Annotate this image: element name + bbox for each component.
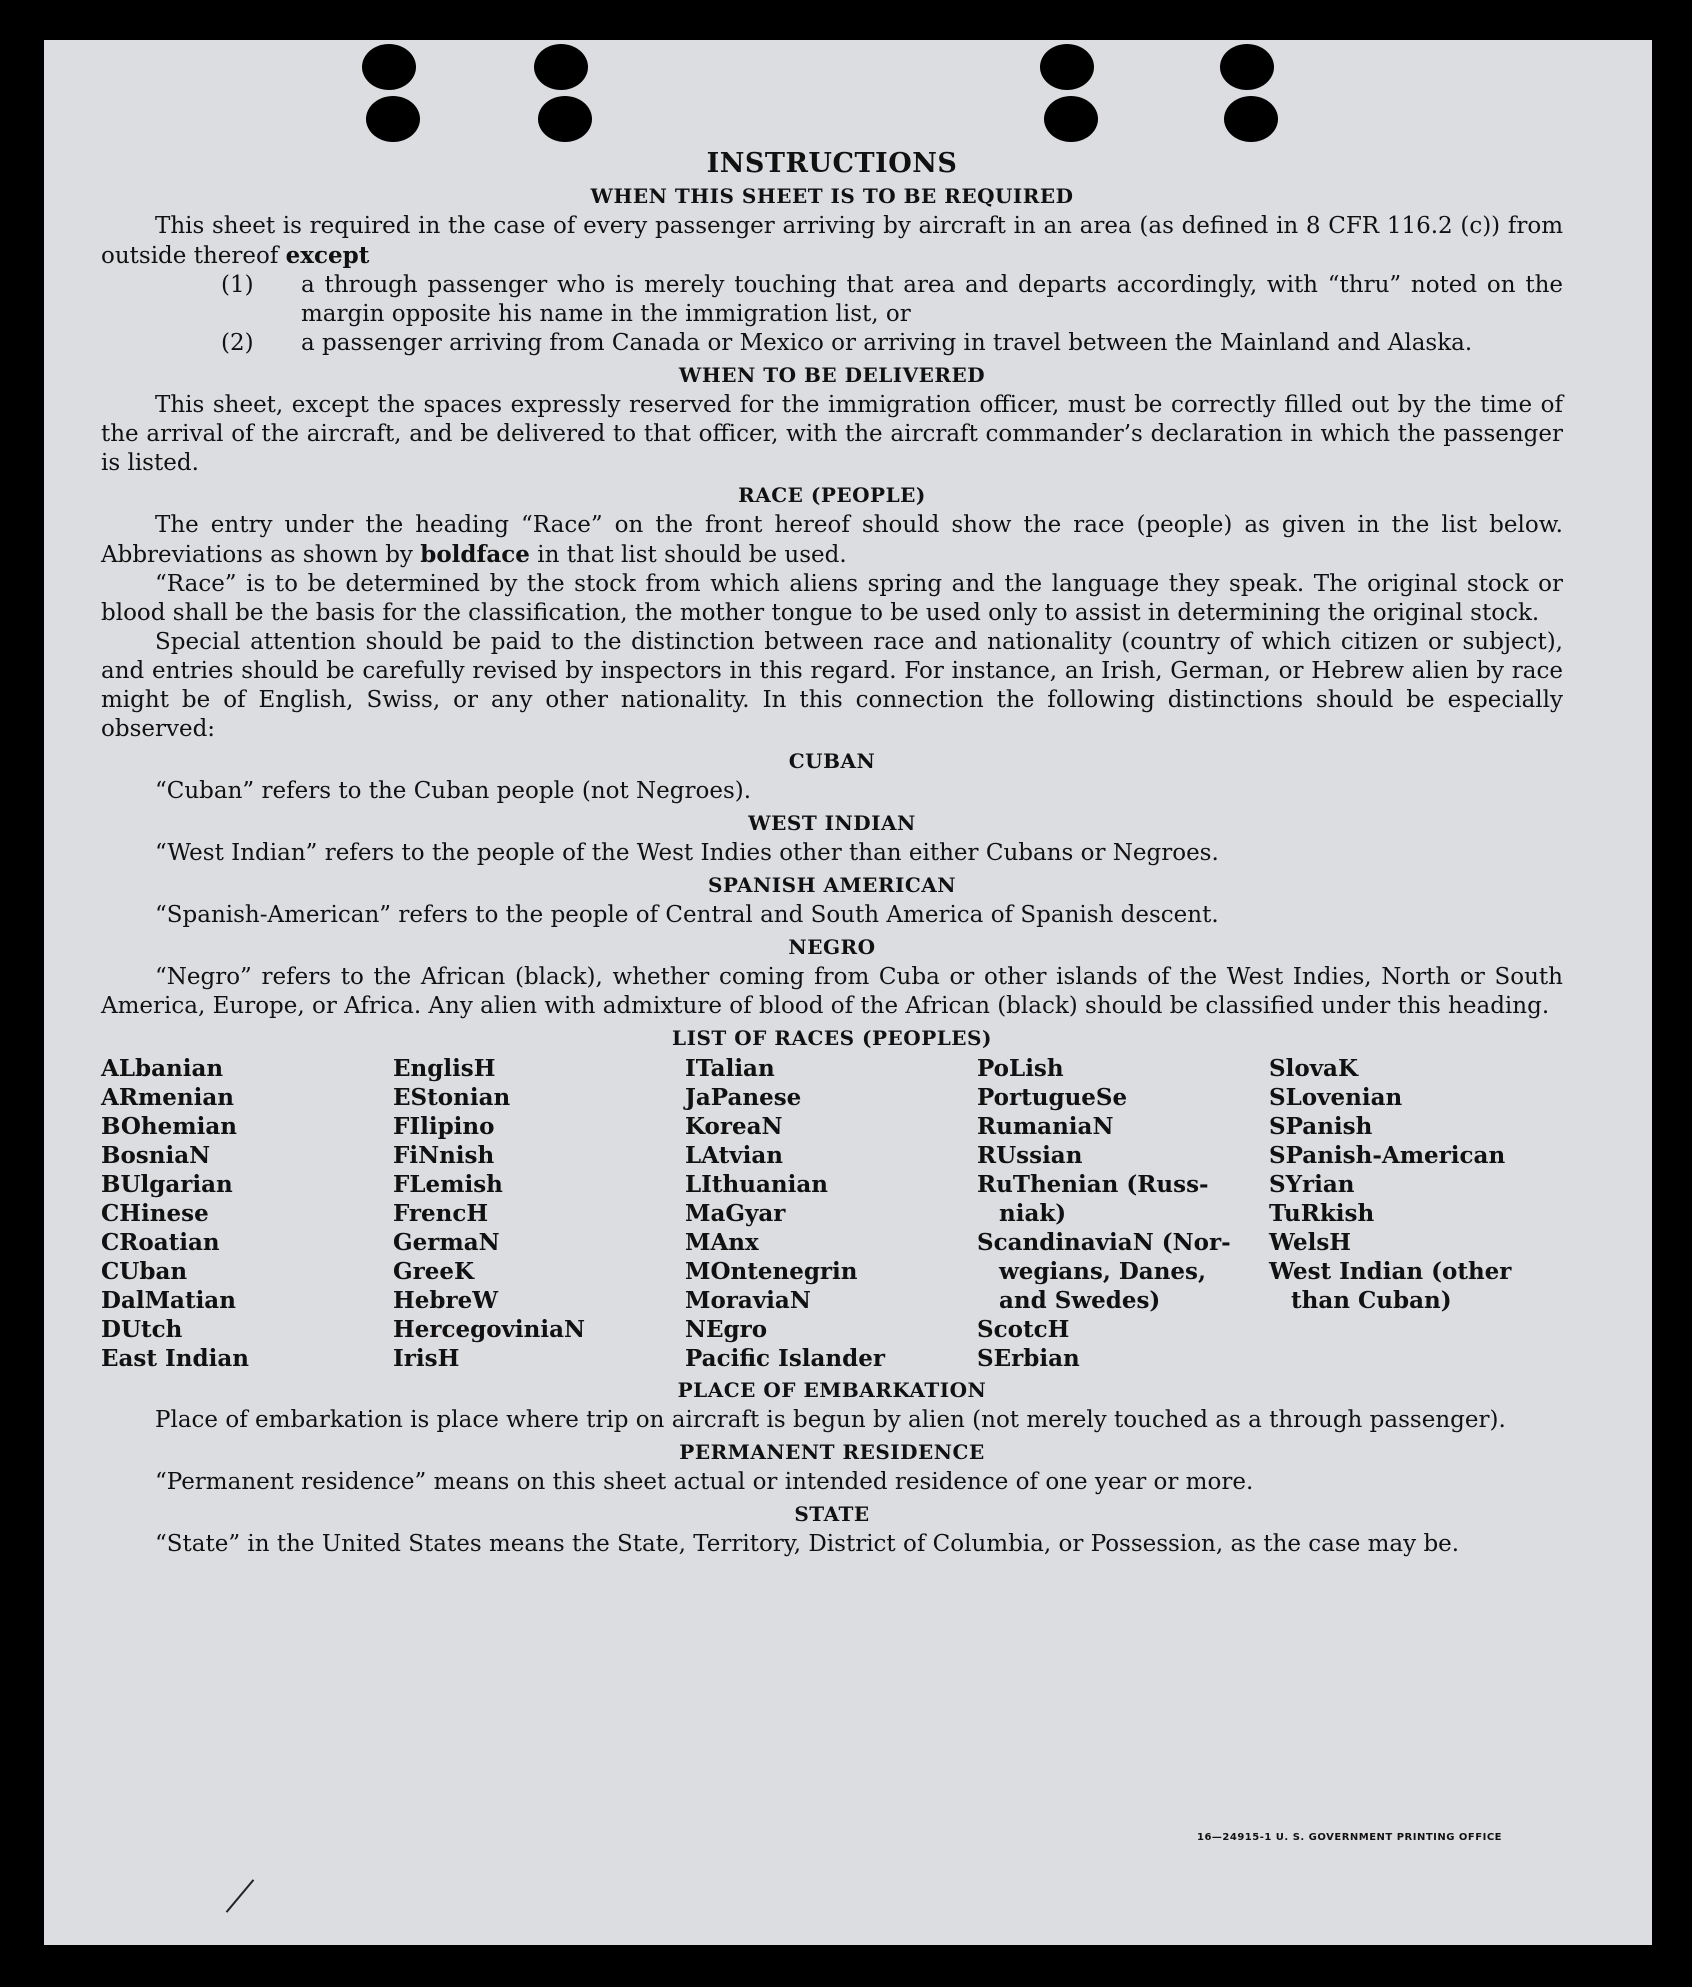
- race-entry: WelsH: [1269, 1229, 1352, 1256]
- race-entry: IrisH: [393, 1345, 460, 1372]
- race-entry: LAtvian: [685, 1142, 783, 1169]
- race-entry: MAnx: [685, 1229, 759, 1256]
- enum-text: a passenger arriving from Canada or Mexico or arriving in travel between the Mainland and Alaska.: [301, 330, 1473, 356]
- instructions-content: [101, 148, 1563, 1559]
- race-entry: SYrian: [1269, 1171, 1355, 1198]
- enum-text: a through passenger who is merely touching that area and departs accordingly, with “thru” noted on the margin opposite his name in the immigration list, or: [301, 272, 1563, 327]
- race-entry: LIthuanian: [685, 1171, 828, 1198]
- punch-hole: [1040, 44, 1094, 90]
- races-column: [1269, 1054, 1561, 1373]
- race-entry: NEgro: [685, 1316, 768, 1343]
- race-entry: FIlipino: [393, 1113, 495, 1140]
- race-entry: PortugueSe: [977, 1084, 1128, 1111]
- section-heading-embarkation: PLACE OF EMBARKATION: [677, 1378, 987, 1402]
- race-entry: RumaniaN: [977, 1113, 1114, 1140]
- section-heading-required: WHEN THIS SHEET IS TO BE REQUIRED: [590, 184, 1074, 208]
- section-heading-spanish-american: SPANISH AMERICAN: [707, 873, 957, 897]
- race-entry: CRoatian: [101, 1229, 220, 1256]
- race-entry: DalMatian: [101, 1287, 236, 1314]
- race-entry: KoreaN: [685, 1113, 783, 1140]
- enum-number: (2): [221, 330, 254, 356]
- required-intro: [101, 212, 1563, 271]
- spanish-american-text: “Spanish-American” refers to the people of Central and South America of Spanish descent.: [155, 902, 1219, 928]
- race-entry: and Swedes): [999, 1287, 1161, 1314]
- race-entry: SPanish-American: [1269, 1142, 1506, 1169]
- race-entry: CUban: [101, 1258, 188, 1285]
- race-entry: West Indian (other: [1269, 1258, 1512, 1285]
- section-heading-state: STATE: [794, 1502, 870, 1526]
- section-heading-race: RACE (PEOPLE): [738, 483, 926, 507]
- race-entry: FLemish: [393, 1171, 503, 1198]
- race-entry: FiNnish: [393, 1142, 495, 1169]
- race-entry: RUssian: [977, 1142, 1083, 1169]
- race-entry: CHinese: [101, 1200, 209, 1227]
- required-intro-text: This sheet is required in the case of every passenger arriving by aircraft in an area (as defined in 8 CFR 116.2 (c)) from outside thereof: [101, 213, 1563, 269]
- cuban-text: “Cuban” refers to the Cuban people (not Negroes).: [155, 778, 752, 804]
- race-entry: ALbanian: [101, 1055, 224, 1082]
- race-entry: East Indian: [101, 1345, 249, 1372]
- race-paragraph-1: [101, 511, 1563, 570]
- delivered-text: This sheet, except the spaces expressly reserved for the immigration officer, must be correctly filled out by the time of the arrival of the aircraft, and be delivered to that officer, with the aircraft commander’s declaration in which the passenger is listed.: [101, 392, 1563, 476]
- race-entry: MoraviaN: [685, 1287, 811, 1314]
- race-entry: HercegoviniaN: [393, 1316, 586, 1343]
- punch-hole: [1220, 44, 1274, 90]
- race-entry: SErbian: [977, 1345, 1080, 1372]
- punch-hole: [362, 44, 416, 90]
- section-heading-residence: PERMANENT RESIDENCE: [679, 1440, 985, 1464]
- races-column: [393, 1054, 685, 1373]
- race-paragraph-2: “Race” is to be determined by the stock from which aliens spring and the language they speak. The original stock or blood shall be the basis for the classification, the mother tongue to be used only to assist in determining the original stock.: [101, 571, 1563, 626]
- pen-mark: [226, 1879, 255, 1912]
- race-entry: Pacific Islander: [685, 1345, 885, 1372]
- race-p1-bold: boldface: [420, 541, 530, 568]
- embarkation-text: Place of embarkation is place where trip on aircraft is begun by alien (not merely touched as a through passenger).: [155, 1407, 1506, 1433]
- negro-text: “Negro” refers to the African (black), whether coming from Cuba or other islands of the West Indies, North or South America, Europe, or Africa. Any alien with admixture of blood of the African (black) should be classified under this heading.: [101, 964, 1563, 1019]
- state-text: “State” in the United States means the State, Territory, District of Columbia, or Possession, as the case may be.: [155, 1531, 1460, 1557]
- race-entry: ARmenian: [101, 1084, 235, 1111]
- race-entry: HebreW: [393, 1287, 499, 1314]
- race-entry: SLovenian: [1269, 1084, 1403, 1111]
- punch-hole: [1224, 96, 1278, 142]
- race-entry: BUlgarian: [101, 1171, 233, 1198]
- race-entry: JaPanese: [685, 1084, 802, 1111]
- race-entry: BOhemian: [101, 1113, 237, 1140]
- race-entry: ScandinaviaN (Nor-: [977, 1229, 1231, 1256]
- race-entry: than Cuban): [1291, 1287, 1452, 1314]
- punch-hole: [366, 96, 420, 142]
- race-entry: GermaN: [393, 1229, 500, 1256]
- enum-number: (1): [221, 272, 254, 298]
- residence-text: “Permanent residence” means on this sheet actual or intended residence of one year or more.: [155, 1469, 1254, 1495]
- race-entry: EnglisH: [393, 1055, 496, 1082]
- section-heading-races-list: LIST OF RACES (PEOPLES): [672, 1026, 992, 1050]
- race-entry: FrencH: [393, 1200, 489, 1227]
- race-entry: EStonian: [393, 1084, 511, 1111]
- race-entry: TuRkish: [1269, 1200, 1375, 1227]
- race-entry: MOntenegrin: [685, 1258, 858, 1285]
- races-column: [101, 1054, 393, 1373]
- instruction-sheet: [44, 40, 1652, 1945]
- races-column: [685, 1054, 977, 1373]
- required-intro-bold: except: [285, 242, 370, 269]
- race-paragraph-3: Special attention should be paid to the distinction between race and nationality (country of which citizen or subject), and entries should be carefully revised by inspectors in this regard. For instance, an Irish, German, or Hebrew alien by race might be of English, Swiss, or any other nationality. In this connection the following distinctions should be especially observed:: [101, 629, 1563, 742]
- race-entry: BosniaN: [101, 1142, 211, 1169]
- race-entry: SPanish: [1269, 1113, 1373, 1140]
- race-entry: ScotcH: [977, 1316, 1070, 1343]
- race-entry: ITalian: [685, 1055, 775, 1082]
- section-heading-delivered: WHEN TO BE DELIVERED: [678, 363, 986, 387]
- enum-item: [101, 329, 1563, 358]
- punch-hole: [538, 96, 592, 142]
- punch-hole: [534, 44, 588, 90]
- races-column: [977, 1054, 1269, 1373]
- section-heading-negro: NEGRO: [788, 935, 876, 959]
- race-entry: SlovaK: [1269, 1055, 1358, 1082]
- race-entry: MaGyar: [685, 1200, 786, 1227]
- page-title: INSTRUCTIONS: [706, 148, 958, 179]
- west-indian-text: “West Indian” refers to the people of the West Indies other than either Cubans or Negroes.: [155, 840, 1219, 866]
- race-entry: wegians, Danes,: [999, 1258, 1206, 1285]
- punch-hole: [1044, 96, 1098, 142]
- enum-item: [101, 271, 1563, 329]
- race-entry: PoLish: [977, 1055, 1064, 1082]
- print-footnote: 16—24915-1 U. S. GOVERNMENT PRINTING OFFICE: [1197, 1832, 1502, 1843]
- race-entry: RuThenian (Russ-: [977, 1171, 1209, 1198]
- race-p1-text-end: in that list should be used.: [529, 542, 847, 568]
- section-heading-cuban: CUBAN: [788, 749, 876, 773]
- races-list: [101, 1054, 1563, 1373]
- race-entry: GreeK: [393, 1258, 475, 1285]
- race-p1-text: The entry under the heading “Race” on the front hereof should show the race (people) as given in the list below. Abbreviations as shown by: [101, 512, 1563, 568]
- section-heading-west-indian: WEST INDIAN: [748, 811, 916, 835]
- race-entry: DUtch: [101, 1316, 183, 1343]
- race-entry: niak): [999, 1200, 1067, 1227]
